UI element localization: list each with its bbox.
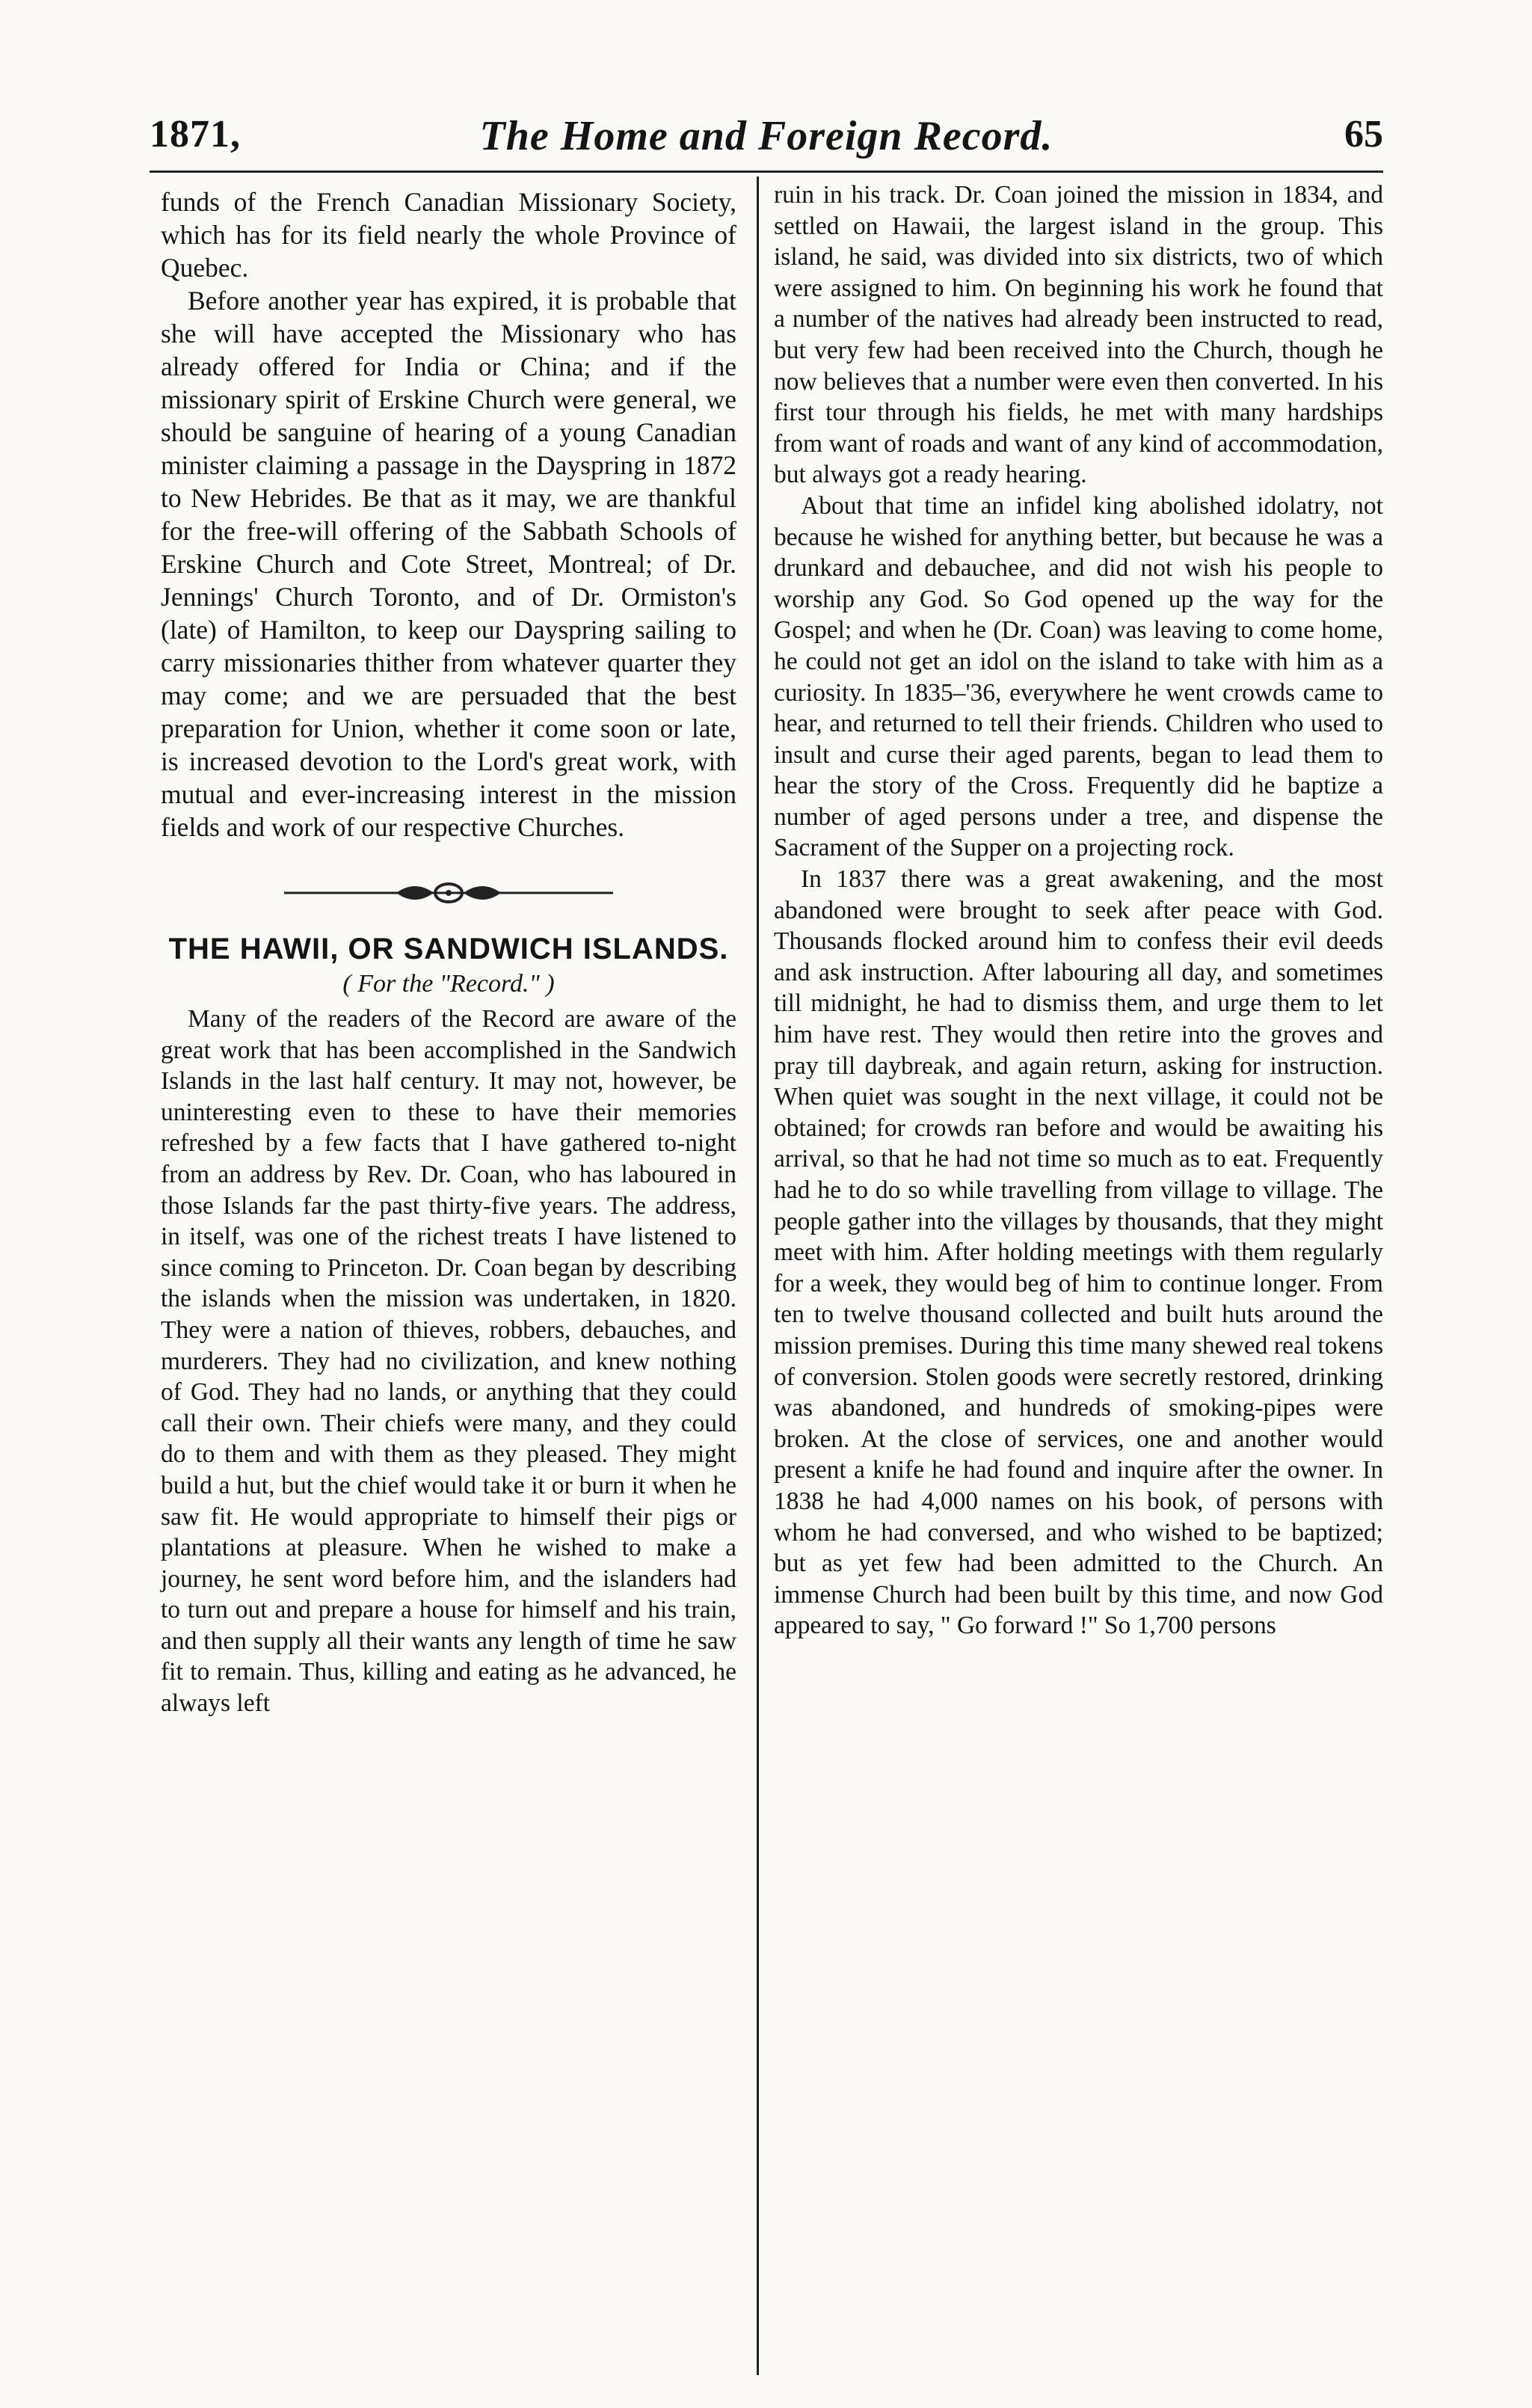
page-number: 65 — [1344, 113, 1383, 156]
ornament-divider — [284, 881, 613, 905]
column-divider — [757, 176, 759, 2375]
section-subtitle: ( For the "Record." ) — [342, 970, 555, 998]
paragraph-continued: funds of the French Canadian Missionary Society, which has for its field nearly the whole Province of Quebec. — [161, 187, 736, 283]
paragraph-sandwich-intro: Many of the readers of the Record are aware of the great work that has been accomplished in the Sandwich Islands in the last half century. It may not, however, be uninteresting even to these to have their memories refreshed by a few facts that I have gathered to-night from an address by Rev. Dr. Coan, who has laboured in those Islands far the past thirty-five years. The address, in itself, was one of the richest treats I have listened to since coming to Princeton. Dr. Coan began by describing the islands when the mission was undertaken, in 1820. They were a nation of thieves, robbers, debauches, and murderers. They had no civilization, and knew nothing of God. They had no lands, or anything that they could call their own. Their chiefs were many, and they could do to them and with them as they pleased. They might build a hut, but the chief would take it or burn it when he saw fit. He would appropriate to himself their pigs or plantations at pleasure. When he wished to make a journey, he sent word before him, and the islanders had to turn out and prepare a house for himself and his train, and then supply all their wants any length of time he saw fit to remain. Thus, killing and eating as he advanced, he always left — [161, 1005, 736, 1718]
section-title: THE HAWII, OR SANDWICH ISLANDS. — [168, 933, 729, 965]
article-body-left — [161, 1004, 736, 1719]
journal-title: The Home and Foreign Record. — [479, 113, 1053, 159]
header-year: 1871, — [150, 113, 241, 156]
header-rule — [150, 171, 1383, 173]
paragraph-awakening: In 1837 there was a great awakening, and the most abandoned were brought to seek after peace with God. Thousands flocked around him to confess their evil deeds and ask instruction. After labouring all day, and sometimes till midnight, he had to dismiss them, and urge them to let him have rest. They would then retire into the groves and pray till daybreak, and again return, asking for instruction. When quiet was sought in the next village, it could not be obtained; for crowds ran before and would be awaiting his arrival, so that he had not time so much as to eat. Frequently had he to do so while travelling from village to village. The people gather into the villages by thousands, that they might meet with him. After holding meetings with them regularly for a week, they would beg of him to continue longer. From ten to twelve thousand collected and built huts around the mission premises. During this time many shewed real tokens of conversion. Stolen goods were secretly restored, drinking was abandoned, and hundreds of smoking-pipes were broken. At the close of services, one and another would present a knife he had found and inquire after the owner. In 1838 he had 4,000 names on his book, of persons with whom he had conversed, and who wished to be baptized; but as yet few had been admitted to the Church. An immense Church had been built by this time, and now God appeared to say, " Go forward !" So 1,700 persons — [774, 865, 1383, 1640]
right-column — [774, 179, 1383, 1641]
running-header — [150, 112, 1383, 172]
paragraph-coan-mission: ruin in his track. Dr. Coan joined the mission in 1834, and settled on Hawaii, the largest island in the group. This island, he said, was divided into six districts, two of which were assigned to him. On beginning his work he found that a number of the natives had already been instructed to read, but very few had been received into the Church, though he now believes that a number were even then converted. In his first tour through his fields, he met with many hardships from want of roads and want of any kind of accommodation, but always got a ready hearing. — [774, 181, 1383, 489]
paragraph-idolatry: About that time an infidel king abolished idolatry, not because he wished for anything better, but because he was a drunkard and debauchee, and did not wish his people to worship any God. So God opened up the way for the Gospel; and when he (Dr. Coan) was leaving to come home, he could not get an idol on the island to take with him as a curiosity. In 1835–'36, everywhere he went crowds came to hear, and returned to tell their friends. Children who used to insult and curse their aged parents, began to lead them to hear the story of the Cross. Frequently did he baptize a number of aged persons under a tree, and dispense the Sacrament of the Supper on a projecting rock. — [774, 491, 1383, 862]
paragraph-union: Before another year has expired, it is probable that she will have accepted the Missionary who has already offered for India or China; and if the missionary spirit of Erskine Church were general, we should be sanguine of hearing of a young Canadian minister claiming a passage in the Dayspring in 1872 to New Hebrides. Be that as it may, we are thankful for the free-will offering of the Sabbath Schools of Erskine Church and Cote Street, Montreal; of Dr. Jennings' Church Toronto, and of Dr. Ormiston's (late) of Hamilton, to keep our Dayspring sailing to carry missionaries thither from whatever quarter they may come; and we are persuaded that the best preparation for Union, whether it come soon or late, is increased devotion to the Lord's great work, with mutual and ever-increasing interest in the mission fields and work of our respective Churches. — [161, 286, 736, 842]
left-column — [161, 185, 736, 1719]
